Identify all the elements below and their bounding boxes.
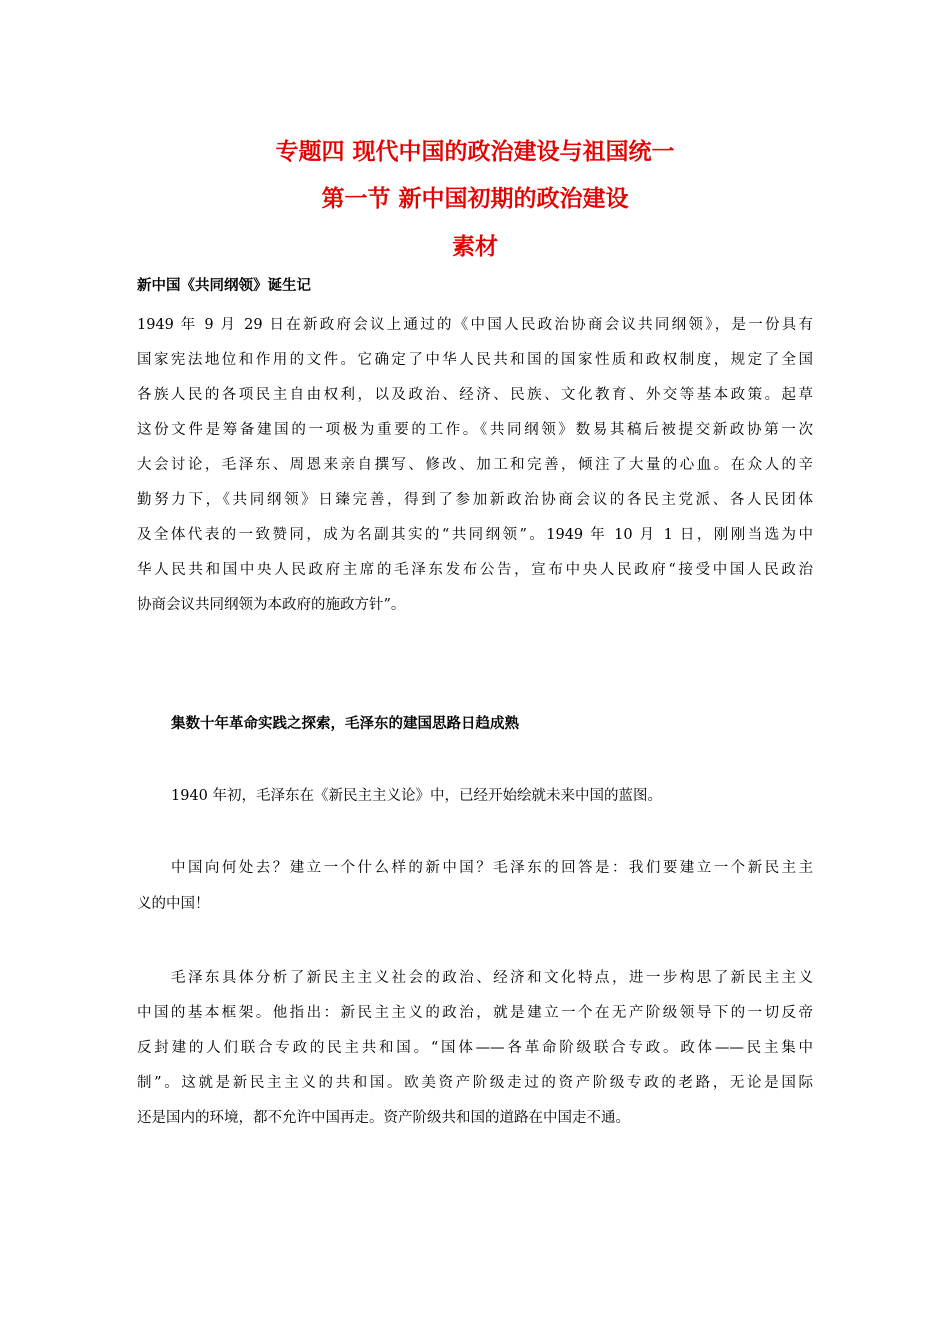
paragraph-line: 及全体代表的一致赞同，成为名副其实的“共同纲领”。1949 年 10 月 1 日，刚刚当选为中 — [137, 527, 813, 543]
paragraph-line: 这份文件是筹备建国的一项极为重要的工作。《共同纲领》数易其稿后被提交新政协第一次 — [137, 422, 813, 438]
paragraph-line: 中国的基本框架。他指出：新民主主义的政治，就是建立一个在无产阶级领导下的一切反帝 — [137, 1005, 813, 1021]
article-heading: 新中国《共同纲领》诞生记 — [137, 278, 311, 294]
paragraph-line: 大会讨论，毛泽东、周恩来亲自撰写、修改、加工和完善，倾注了大量的心血。在众人的辛 — [137, 457, 813, 473]
section-heading: 集数十年革命实践之探索，毛泽东的建国思路日趋成熟 — [171, 716, 519, 732]
material-title: 素材 — [452, 234, 498, 260]
main-title: 专题四 现代中国的政治建设与祖国统一 — [275, 139, 675, 165]
paragraph-line: 毛泽东具体分析了新民主主义社会的政治、经济和文化特点，进一步构思了新民主主义 — [171, 970, 813, 986]
paragraph-line: 制”。这就是新民主主义的共和国。欧美资产阶级走过的资产阶级专政的老路，无论是国际 — [137, 1075, 813, 1091]
section-title: 第一节 新中国初期的政治建设 — [321, 186, 629, 212]
paragraph-line: 国家宪法地位和作用的文件。它确定了中华人民共和国的国家性质和政权制度，规定了全国 — [137, 352, 813, 368]
paragraph-line: 1940 年初，毛泽东在《新民主主义论》中，已经开始绘就未来中国的蓝图。 — [171, 788, 663, 804]
paragraph-line: 中国向何处去？建立一个什么样的新中国？毛泽东的回答是：我们要建立一个新民主主 — [171, 860, 813, 876]
paragraph-line: 1949 年 9 月 29 日在新政府会议上通过的《中国人民政治协商会议共同纲领》，是一份具有 — [137, 317, 813, 333]
paragraph-line: 义的中国！ — [137, 896, 210, 912]
paragraph-line: 反封建的人们联合专政的民主共和国。“国体——各革命阶级联合专政。政体——民主集中 — [137, 1040, 813, 1056]
paragraph-line: 华人民共和国中央人民政府主席的毛泽东发布公告，宣布中央人民政府“接受中国人民政治 — [137, 562, 813, 578]
paragraph-line: 勤努力下，《共同纲领》日臻完善，得到了参加新政治协商会议的各民主党派、各人民团体 — [137, 492, 813, 508]
paragraph-line: 协商会议共同纲领为本政府的施政方针”。 — [137, 597, 406, 613]
paragraph-line: 还是国内的环境，都不允许中国再走。资产阶级共和国的道路在中国走不通。 — [137, 1110, 630, 1126]
paragraph-line: 各族人民的各项民主自由权利，以及政治、经济、民族、文化教育、外交等基本政策。起草 — [137, 387, 813, 403]
